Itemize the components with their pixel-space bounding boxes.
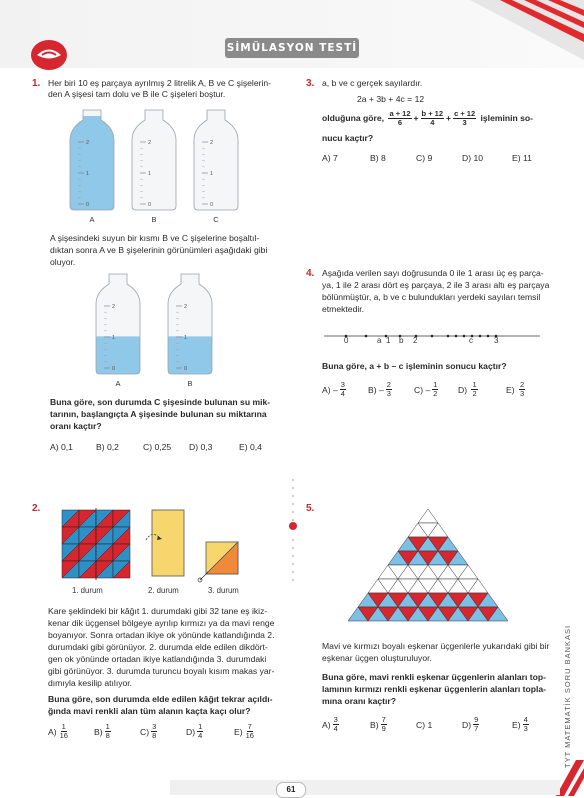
q1-text-1: Her biri 10 eş parçaya ayrılmış 2 litrelik A, B ve C şişelerin-: [48, 78, 272, 88]
q5-option-e[interactable]: E) $\frac{4}{3}$: [512, 715, 528, 733]
q2-text-3: boyanıyor. Sonra ortadan ikiye ok yönünde katlandığında 2.: [48, 630, 275, 640]
q5-option-a[interactable]: A) $\frac{3}{4}$: [322, 715, 338, 733]
q5-option-b[interactable]: B) $\frac{7}{9}$: [370, 715, 386, 733]
q3-option-a[interactable]: A) 7: [322, 153, 338, 163]
q1-option-d[interactable]: D) 0,3: [189, 442, 213, 452]
q3-text-1: a, b ve c gerçek sayılardır.: [322, 78, 423, 88]
bottle-label: A: [115, 379, 121, 388]
caption-3: 3. durum: [208, 586, 239, 595]
q2-text-4: durumdaki gibi görünüyor. 2. durumda elde edilen dikdört-: [48, 642, 268, 652]
scale-label: 0: [148, 202, 152, 208]
q2-options: [48, 723, 274, 740]
q5-options: [322, 716, 552, 733]
q1-question-1: Buna göre, son durumda C şişesinde bulunan su mik-: [50, 397, 271, 407]
q1-option-a[interactable]: A) 0,1: [50, 442, 73, 452]
scale-label: 2: [86, 140, 90, 146]
q1-option-e[interactable]: E) 0,4: [239, 442, 262, 452]
q2-text-2: kenar dik üçgensel bölgeye ayrılıp kırmızı ya da mavi renge: [48, 618, 275, 628]
bottle-label: C: [213, 215, 219, 224]
scale-label: 1: [112, 335, 116, 341]
q2-option-e[interactable]: E) $\frac{7}{16}$: [234, 722, 254, 740]
bottle-b-initial: [132, 110, 176, 224]
q5-question-2: lamının kırmızı renkli eşkenar üçgenlerin alanları topla-: [322, 684, 546, 694]
scale-label: 0: [210, 202, 214, 208]
page-number: 61: [286, 785, 296, 794]
q1-option-b[interactable]: B) 0,2: [96, 442, 119, 452]
number-line-labels: [322, 336, 542, 348]
scale-label: 2: [112, 304, 116, 310]
q5-option-d[interactable]: D) $\frac{9}{7}$: [462, 715, 479, 733]
q1-options: [50, 442, 279, 452]
page-number-badge: [276, 782, 306, 798]
q3-equation: 2a + 3b + 4c = 12: [357, 94, 425, 104]
q1-text-3: A şişesindeki suyun bir kısmı B ve C şişelerine boşaltıl-: [50, 233, 260, 243]
q3-fraction-2: $\frac{b + 12}{4}$: [421, 109, 444, 127]
q2-option-d[interactable]: D) $\frac{1}{4}$: [186, 722, 203, 740]
q5-text-1: Mavi ve kırmızı boyalı eşkenar üçgenlerle yukarıdaki gibi bir: [322, 641, 550, 651]
folding-square-figure: [58, 508, 138, 580]
bottle-b-final: [168, 274, 212, 388]
q1-question-2: tarının, başlangıçta A şişesinde bulunan su miktarına: [50, 409, 267, 419]
q2-option-b[interactable]: B) $\frac{1}{8}$: [94, 722, 110, 740]
question-1-number: 1.: [32, 78, 41, 89]
q2-option-a[interactable]: A) $\frac{1}{16}$: [48, 722, 68, 740]
scale-label: 0: [112, 366, 116, 372]
q1-option-c[interactable]: C) 0,25: [143, 442, 172, 452]
question-3-number: 3.: [306, 78, 315, 89]
question-4-number: 4.: [306, 268, 315, 279]
number-line-label: c: [469, 336, 473, 345]
q5-question-3: mına oranı kaçtır?: [322, 696, 397, 706]
number-line-label: 0: [344, 336, 349, 345]
scale-label: 0: [86, 202, 90, 208]
q1-text-5: oluyor.: [50, 257, 76, 267]
q5-text-2: eşkenar üçgen oluşturuluyor.: [322, 653, 432, 663]
q3-option-e[interactable]: E) 11: [512, 153, 532, 163]
bottle-label: B: [151, 215, 157, 224]
q2-text-6: gibi görünüyor. 3. durumda turuncu boyalı kısım makas yar-: [48, 666, 275, 676]
scale-label: 0: [184, 366, 188, 372]
scale-label: 1: [210, 171, 214, 177]
scale-label: 1: [148, 171, 152, 177]
question-2-number: 2.: [32, 503, 41, 514]
q1-text-2: den A şişesi tam dolu ve B ile C şişeleri boştur.: [48, 89, 226, 99]
q3-option-c[interactable]: C) 9: [416, 153, 433, 163]
q3-option-b[interactable]: B) 8: [370, 153, 386, 163]
scale-label: 1: [86, 171, 90, 177]
q2-text-1: Kare şeklindeki bir kâğıt 1. durumdaki gibi 32 tane eş ikiz-: [48, 606, 268, 616]
q4-option-a[interactable]: A) – $\frac{3}{4}$: [322, 380, 345, 398]
q4-text-2: ya, 1 ile 2 arası dört eş parçaya, 2 ile 3 arası altı eş parçaya: [322, 280, 550, 290]
bottles-final-figure: [88, 268, 228, 390]
question-5-number: 5.: [306, 503, 315, 514]
column-divider: [286, 470, 300, 620]
folded-rectangle-figure: [144, 508, 192, 580]
scale-label: 2: [148, 140, 152, 146]
scale-label: 2: [210, 140, 214, 146]
q5-option-c[interactable]: C) 1: [416, 719, 433, 730]
q4-option-b[interactable]: B) – $\frac{2}{3}$: [368, 380, 391, 398]
q2-question-1: Buna göre, son durumda elde edilen kâğıt tekrar açıldı-: [48, 694, 273, 704]
scale-label: 2: [184, 304, 188, 310]
q2-text-5: gen ok yönünde ortadan ikiye katlandığında 3. durumdaki: [48, 654, 267, 664]
q4-option-d[interactable]: D) $\frac{1}{2}$: [458, 380, 477, 398]
q5-question-1: Buna göre, mavi renkli eşkenar üçgenlerin alanları top-: [322, 672, 546, 682]
side-label: TYT MATEMATİK SORU BANKASI: [563, 624, 572, 768]
q3-option-d[interactable]: D) 10: [462, 153, 484, 163]
caption-2: 2. durum: [148, 586, 179, 595]
caption-1: 1. durum: [72, 586, 103, 595]
header-band: [0, 0, 584, 80]
q2-question-2: ğında mavi renkli alan tüm alanın kaçta kaçı olur?: [48, 706, 251, 716]
q4-option-e[interactable]: E) $\frac{2}{3}$: [506, 380, 525, 398]
scale-label: 1: [184, 335, 188, 341]
number-line-label: a: [377, 336, 382, 345]
number-line-label: 1: [386, 336, 391, 345]
q1-text-4: dıktan sonra A ve B şişelerinin görünümleri aşağıdaki gibi: [50, 245, 268, 255]
triangle-figure: [338, 505, 518, 633]
q4-text-4: etmektedir.: [322, 304, 365, 314]
q4-options: [322, 381, 546, 398]
q4-text-3: bölünmüştür, a, b ve c bulundukları yerdeki sayıları temsil: [322, 292, 541, 302]
q3-expression: olduğuna göre, $\frac{a + 12}{6}$ + $\frac{b + 12}{4}$ + $\frac{c + 12}{3}$ işleminin so-: [322, 109, 534, 127]
bottles-initial-figure: [64, 104, 254, 226]
folded-square-figure: [196, 540, 240, 584]
page-title: SİMÜLASYON TESTİ: [226, 42, 358, 54]
number-line-label: 3: [494, 336, 499, 345]
bottle-c-initial: [194, 110, 238, 224]
q3-fraction-3: $\frac{c + 12}{3}$: [454, 109, 476, 127]
q3-fraction-1: $\frac{a + 12}{6}$: [389, 109, 411, 127]
up-triangle: [418, 509, 438, 523]
number-line-label: 2: [413, 336, 418, 345]
bottle-a-initial: [70, 110, 114, 224]
bottle-a-final: [96, 274, 140, 388]
q4-option-c[interactable]: C) – $\frac{1}{2}$: [414, 380, 438, 398]
q1-question-3: oranı kaçtır?: [50, 421, 102, 431]
publisher-logo: [28, 38, 70, 72]
q4-question: Buna göre, a + b – c işleminin sonucu kaçtır?: [322, 361, 507, 371]
bottle-label: A: [89, 215, 95, 224]
q2-text-7: dımıyla kesilip atılıyor.: [48, 678, 133, 688]
number-line-label: b: [399, 336, 404, 345]
bottle-label: B: [187, 379, 193, 388]
q2-option-c[interactable]: C) $\frac{3}{8}$: [140, 722, 157, 740]
q3-options: [322, 153, 552, 163]
q3-text-post2: nucu kaçtır?: [322, 133, 374, 143]
q4-text-1: Aşağıda verilen sayı doğrusunda 0 ile 1 arası üç eş parça-: [322, 268, 544, 278]
